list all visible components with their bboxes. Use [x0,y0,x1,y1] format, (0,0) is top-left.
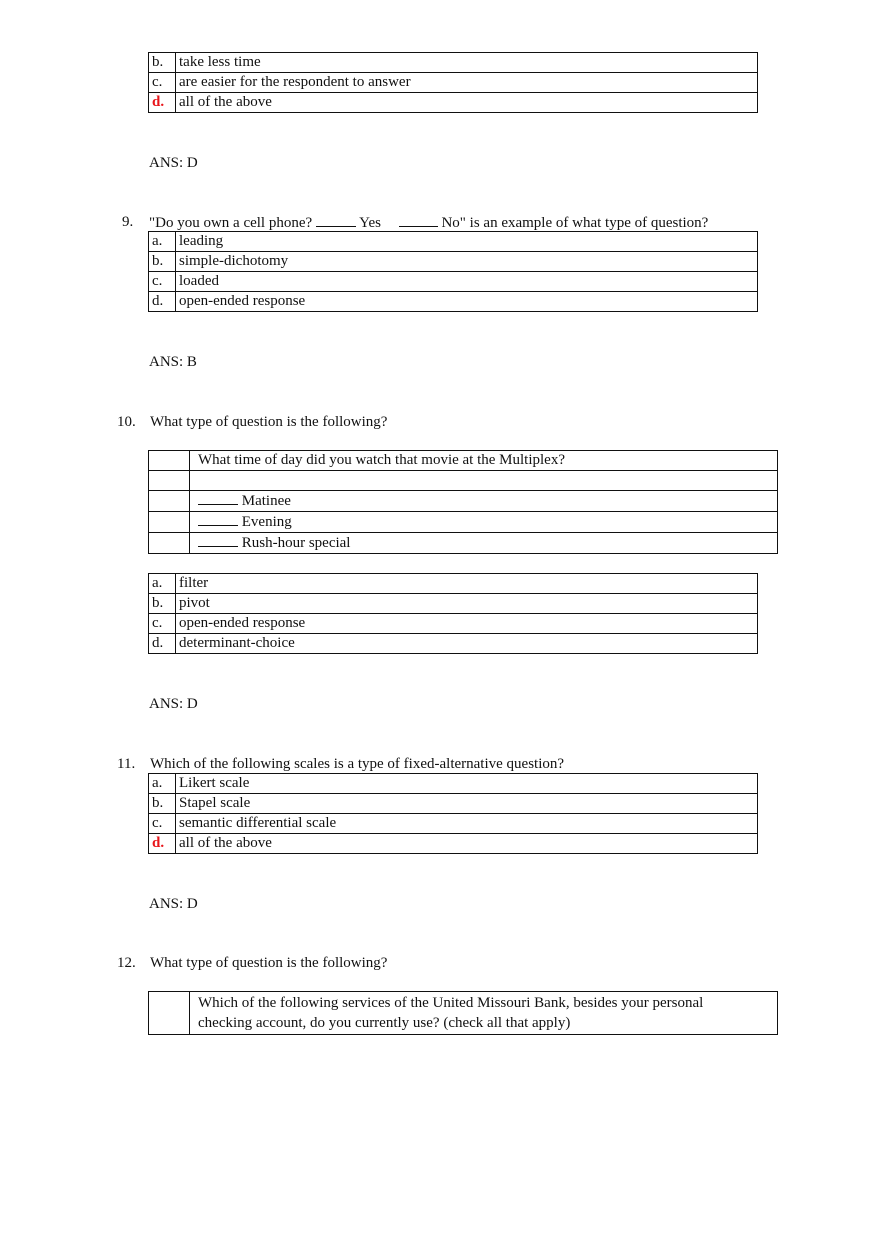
blank-line [198,491,238,505]
choice-letter-correct: d. [149,834,176,854]
q10-choices-table [148,573,758,654]
box-blank-cell [149,471,190,491]
choice-text: loaded [176,272,758,292]
box-row [149,992,778,1035]
choice-text: leading [176,232,758,252]
choice-row [149,834,758,854]
box-option [190,491,778,512]
choice-row [149,232,758,252]
choice-row [149,574,758,594]
choice-text: open-ended response [176,292,758,312]
box-blank-cell [149,992,190,1035]
box-row [149,451,778,471]
choice-row [149,93,758,113]
box-blank-cell [149,491,190,512]
choice-letter: a. [149,232,176,252]
q9-text-part2: Yes [359,215,381,231]
q8-answer: ANS: D [149,155,198,171]
choice-letter: a. [149,774,176,794]
choice-letter: b. [149,53,176,73]
q11-number: 11. [117,756,136,772]
box-row [149,471,778,491]
choice-letter: c. [149,73,176,93]
choice-text: are easier for the respondent to answer [176,73,758,93]
q12-text: What type of question is the following? [150,955,388,971]
choice-text: open-ended response [176,614,758,634]
choice-text: Stapel scale [176,794,758,814]
box-row [149,533,778,554]
choice-text: semantic differential scale [176,814,758,834]
choice-row [149,53,758,73]
box-option [190,533,778,554]
choice-letter-correct: d. [149,93,176,113]
choice-row [149,292,758,312]
box-blank-cell [149,512,190,533]
q11-answer: ANS: D [149,896,198,912]
choice-text: determinant-choice [176,634,758,654]
q9-answer: ANS: B [149,354,197,370]
box-blank-cell [149,451,190,471]
choice-letter: d. [149,634,176,654]
box-blank-cell [149,533,190,554]
choice-letter: a. [149,574,176,594]
choice-text: pivot [176,594,758,614]
box-row [149,491,778,512]
q10-text: What type of question is the following? [150,414,388,430]
choice-row [149,774,758,794]
blank-line [399,213,438,227]
q12-example-box [148,991,778,1035]
q9-text [149,213,708,232]
choice-row [149,614,758,634]
choice-text: filter [176,574,758,594]
q9-text-part1: "Do you own a cell phone? [149,215,313,231]
choice-text: Likert scale [176,774,758,794]
choice-letter: b. [149,794,176,814]
choice-row [149,252,758,272]
box-empty-cell [190,471,778,491]
q10-answer: ANS: D [149,696,198,712]
q9-number: 9. [122,214,134,230]
box-option [190,512,778,533]
q11-text: Which of the following scales is a type of fixed-alternative question? [150,756,565,772]
box-question [190,992,778,1035]
box-option-label: Rush-hour special [241,535,351,551]
choice-letter: b. [149,594,176,614]
q9-text-part3: No" is an example of what type of question? [441,215,709,231]
choice-text: take less time [176,53,758,73]
box-question-line: checking account, do you currently use? (check all that apply) [198,1015,571,1031]
choice-row [149,594,758,614]
box-question-line: Which of the following services of the United Missouri Bank, besides your personal [198,995,704,1011]
q10-example-box [148,450,778,554]
box-title: What time of day did you watch that movie at the Multiplex? [190,451,778,471]
box-option-label: Evening [241,514,292,530]
choice-letter: d. [149,292,176,312]
blank-line [198,533,238,547]
q12-number: 12. [117,955,136,971]
choice-letter: c. [149,614,176,634]
q10-number: 10. [117,414,136,430]
q11-choices-table [148,773,758,854]
q9-choices-table [148,231,758,312]
choice-row [149,634,758,654]
choice-letter: c. [149,272,176,292]
choice-text: all of the above [176,93,758,113]
q8-choices-table [148,52,758,113]
choice-row [149,272,758,292]
choice-text: all of the above [176,834,758,854]
choice-letter: c. [149,814,176,834]
box-option-label: Matinee [241,493,291,509]
blank-line [198,512,238,526]
choice-row [149,73,758,93]
blank-line [316,213,356,227]
choice-text: simple-dichotomy [176,252,758,272]
choice-row [149,794,758,814]
choice-row [149,814,758,834]
box-row [149,512,778,533]
choice-letter: b. [149,252,176,272]
